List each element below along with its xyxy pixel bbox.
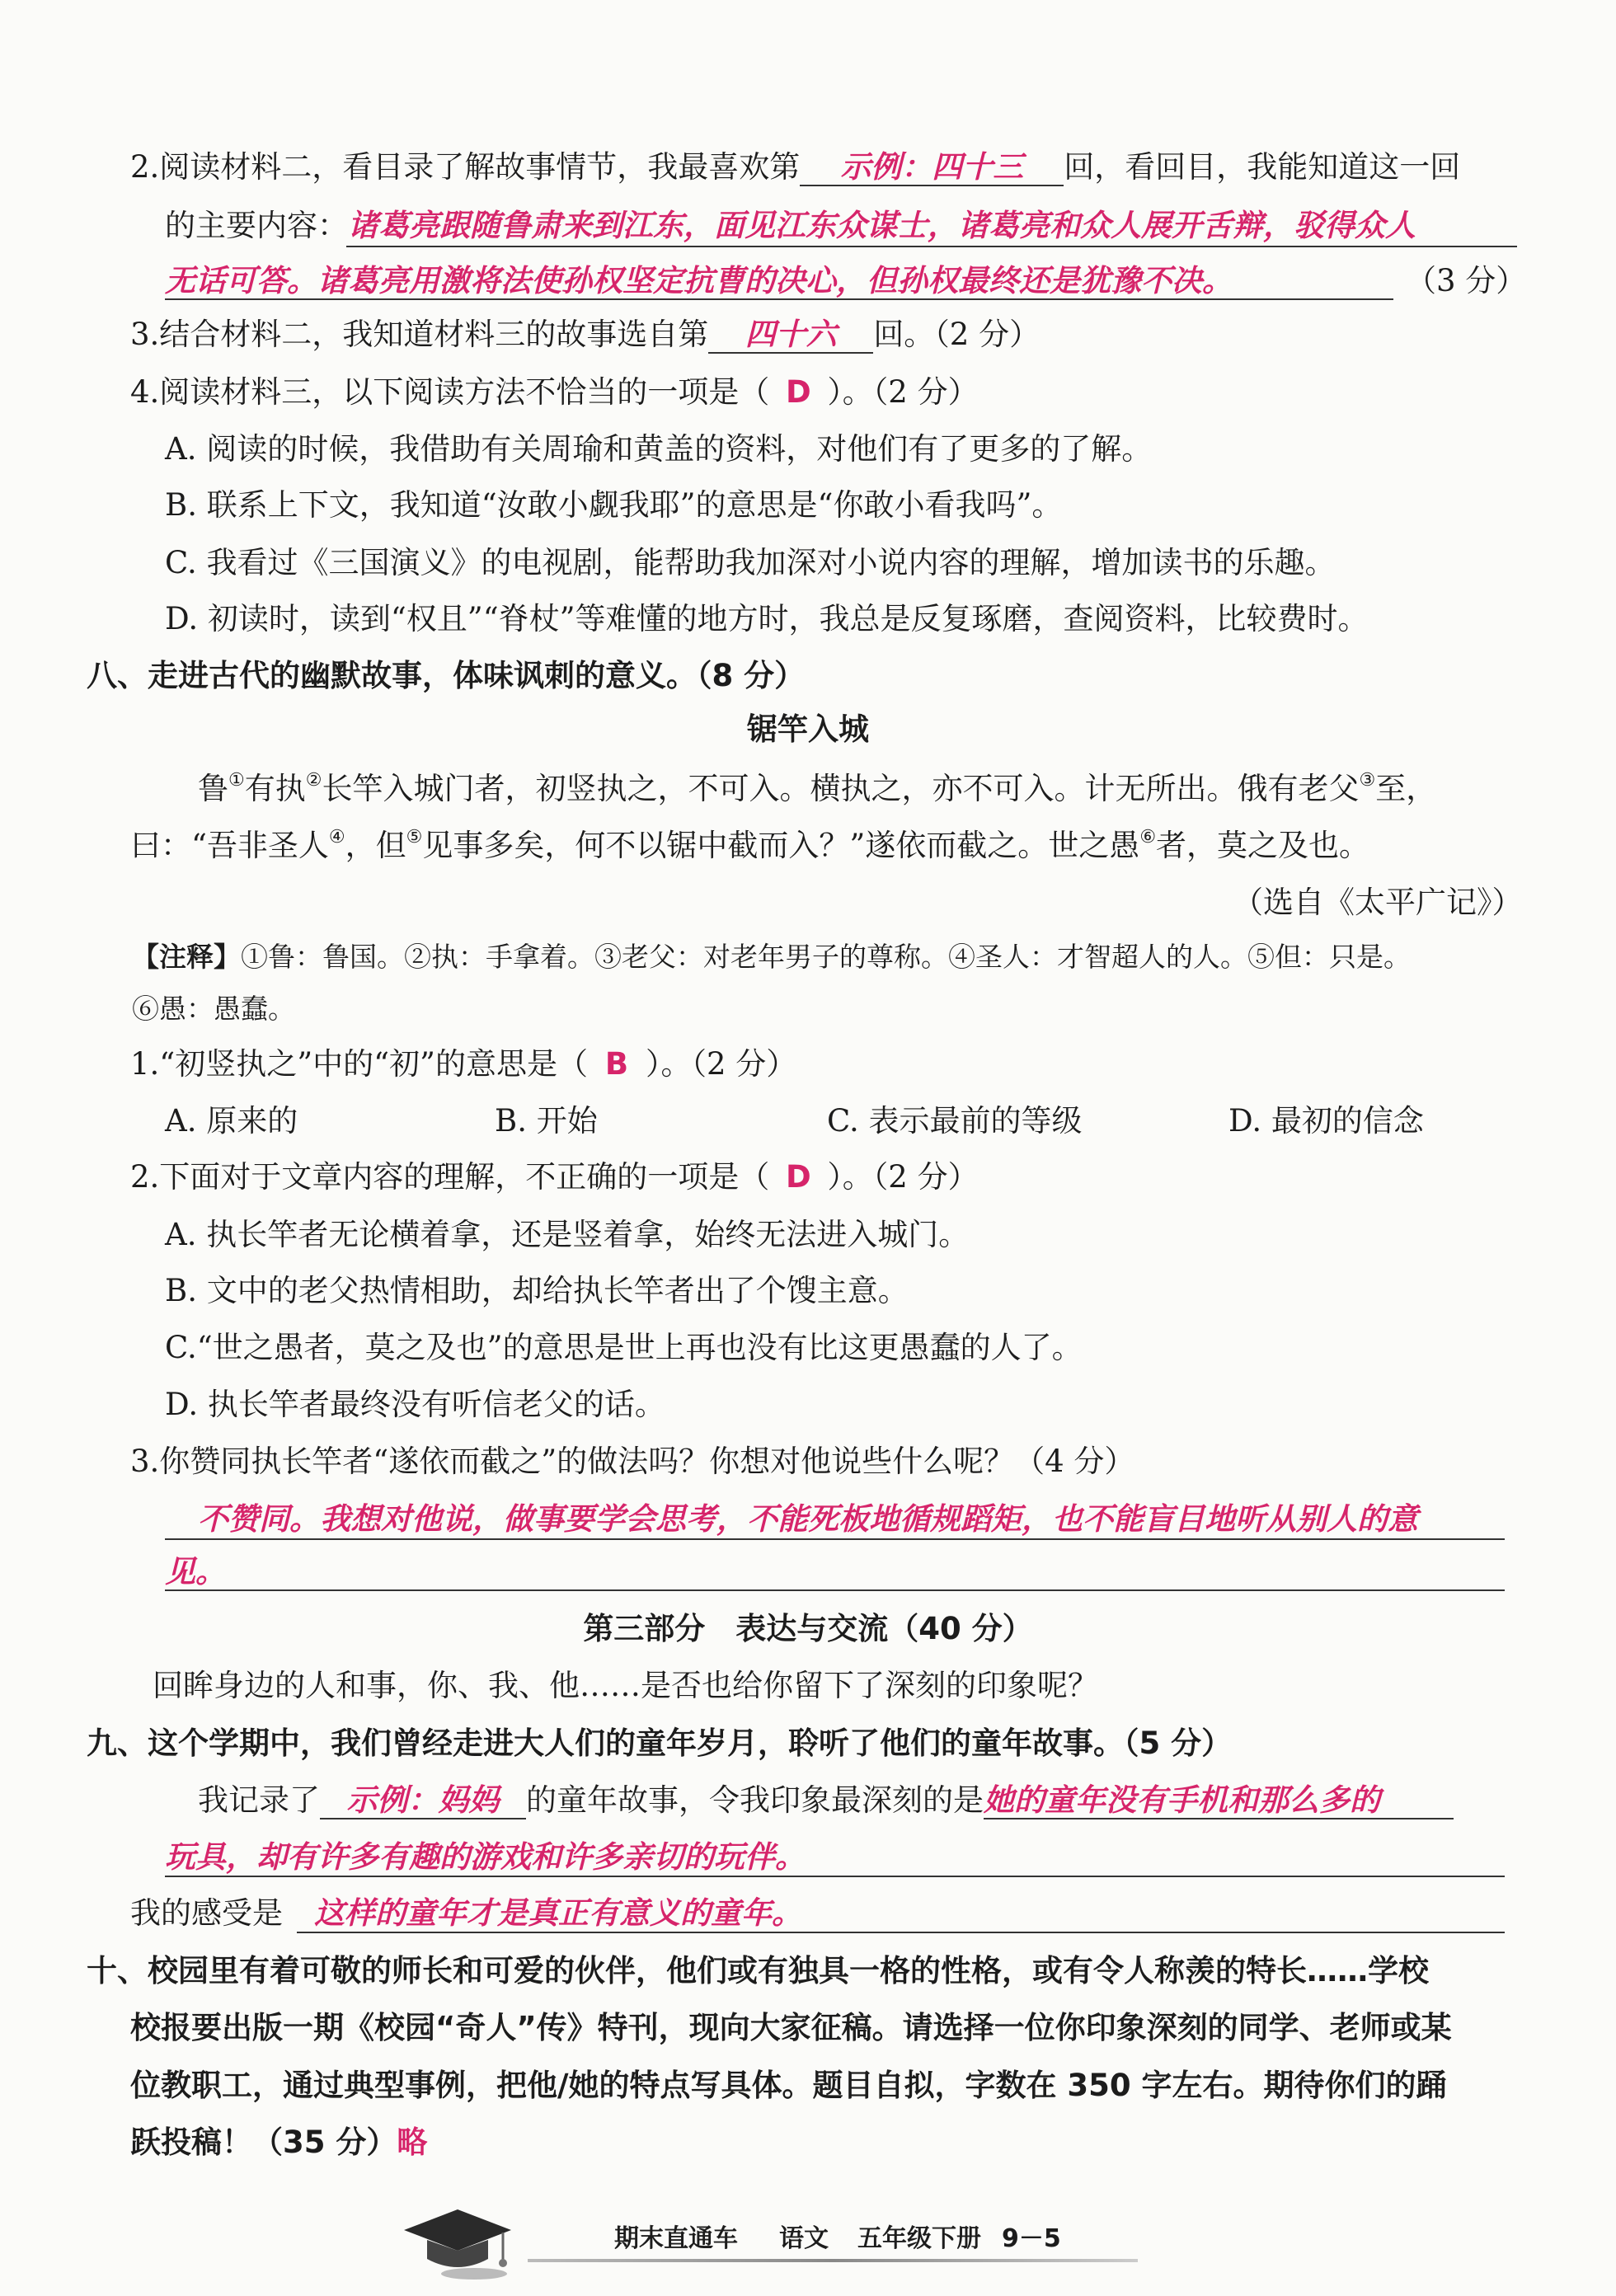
option-b: B. 文中的老父热情相助，却给执长竿者出了个馊主意。 xyxy=(165,1273,909,1308)
q9-line2 xyxy=(165,1838,806,1876)
answer: 示例：妈妈 xyxy=(346,1782,500,1818)
answer: 她的童年没有手机和那么多的 xyxy=(984,1782,1380,1818)
answer-underline xyxy=(165,1538,1505,1540)
story-para1: 鲁①有执②长竿入城门者，初竖执之，不可入。横执之，亦不可入。计无所出。俄有老父③至， xyxy=(198,770,1437,806)
option-a: A. 原来的 xyxy=(165,1103,298,1139)
q7-2-line1: 2.阅读材料二，看目录了解故事情节，我最喜欢第 示例：四十三 回，看回目，我能知道这一回 xyxy=(130,149,1461,185)
story-para2: 曰：“吾非圣人④，但⑤见事多矣，何不以锯中截而入？”遂依而截之。世之愚⑥者，莫之及也。 xyxy=(130,827,1370,863)
answer: 略 xyxy=(397,2125,428,2160)
q7-2-line2: 的主要内容：诸葛亮跟随鲁肃来到江东，面见江东众谋士，诸葛亮和众人展开舌辩，驳得众人 xyxy=(165,208,1416,243)
part3-title: 第三部分 表达与交流（40 分） xyxy=(583,1611,1033,1646)
answer: 玩具，却有许多有趣的游戏和许多亲切的玩伴。 xyxy=(165,1839,806,1875)
answer: 这样的童年才是真正有意义的童年。 xyxy=(314,1895,802,1931)
answer: 四十六 xyxy=(745,317,837,352)
q7-4: 4.阅读材料三，以下阅读方法不恰当的一项是（ D ）。（2 分） xyxy=(130,373,979,411)
answer: 不赞同。我想对他说，做事要学会思考，不能死板地循规蹈矩，也不能盲目地听从别人的意 xyxy=(198,1501,1418,1537)
answer-underline xyxy=(297,1932,1505,1933)
answer: 见。 xyxy=(165,1554,226,1589)
footer-brand: 期末直通车 xyxy=(614,2224,738,2253)
notes-2: ⑥愚：愚蠢。 xyxy=(132,993,295,1025)
answer: D xyxy=(785,374,811,410)
q10-line3: 位教职工，通过典型事例，把他/她的特点写具体。题目自拟，字数在 350 字左右。期待你们的踊 xyxy=(130,2068,1447,2103)
q7-3: 3.结合材料二，我知道材料三的故事选自第 四十六 回。（2 分） xyxy=(130,317,1041,352)
q8-1: 1.“初竖执之”中的“初”的意思是（ B ）。（2 分） xyxy=(130,1045,796,1083)
option-c: C. 我看过《三国演义》的电视剧，能帮助我加深对小说内容的理解，增加读书的乐趣。 xyxy=(165,545,1336,580)
notes: 【注释】①鲁：鲁国。②执：手拿着。③老父：对老年男子的尊称。④圣人：才智超人的人。⑤但：只是。 xyxy=(132,941,1411,973)
q9-line3: 我的感受是 这样的童年才是真正有意义的童年。 xyxy=(130,1895,802,1931)
q8-3-answer1 xyxy=(198,1500,1418,1538)
option-d: D. 执长竿者最终没有听信老父的话。 xyxy=(165,1387,665,1422)
q8-3: 3.你赞同执长竿者“遂依而截之”的做法吗？你想对他说些什么呢？（4 分） xyxy=(130,1444,1135,1479)
footer-bar xyxy=(528,2259,1138,2262)
footer-subject: 语文 xyxy=(779,2224,829,2253)
part3-intro: 回眸身边的人和事，你、我、他……是否也给你留下了深刻的印象呢？ xyxy=(153,1668,1098,1703)
q8-heading: 八、走进古代的幽默故事，体味讽刺的意义。（8 分） xyxy=(87,658,806,693)
answer: D xyxy=(785,1159,811,1195)
q8-2: 2.下面对于文章内容的理解，不正确的一项是（ D ）。（2 分） xyxy=(130,1158,979,1196)
option-d: D. 最初的信念 xyxy=(1228,1103,1424,1139)
score: （3 分） xyxy=(1406,263,1527,298)
graduation-cap-icon xyxy=(396,2201,519,2284)
page-number: 9－5 xyxy=(1002,2224,1061,2253)
q7-2-line3 xyxy=(165,262,1233,300)
option-b: B. 开始 xyxy=(495,1103,598,1139)
story-source: （选自《太平广记》） xyxy=(1233,885,1523,920)
story-title: 锯竿入城 xyxy=(747,711,869,747)
option-d: D. 初读时，读到“权且”“脊杖”等难懂的地方时，我总是反复琢磨，查阅资料，比较费时。 xyxy=(165,601,1369,636)
footer-grade: 五年级下册 xyxy=(857,2224,981,2253)
answer-underline xyxy=(165,298,1393,300)
answer: 诸葛亮跟随鲁肃来到江东，面见江东众谋士，诸葛亮和众人展开舌辩，驳得众人 xyxy=(348,208,1416,243)
q8-3-answer2 xyxy=(165,1553,226,1591)
option-b: B. 联系上下文，我知道“汝敢小觑我耶”的意思是“你敢小看我吗”。 xyxy=(165,487,1063,523)
q10-line2: 校报要出版一期《校园“奇人”传》特刊，现向大家征稿。请选择一位你印象深刻的同学、老师或某 xyxy=(130,2010,1452,2045)
answer: 无话可答。诸葛亮用激将法使孙权坚定抗曹的决心，但孙权最终还是犹豫不决。 xyxy=(165,263,1233,298)
q9-line1: 我记录了 示例：妈妈 的童年故事，令我印象最深刻的是她的童年没有手机和那么多的 xyxy=(198,1782,1454,1819)
answer: 示例：四十三 xyxy=(840,149,1024,185)
answer-underline xyxy=(165,1876,1505,1877)
q9-heading: 九、这个学期中，我们曾经走进大人们的童年岁月，聆听了他们的童年故事。（5 分） xyxy=(87,1726,1233,1761)
q10-line4: 跃投稿！（35 分）略 xyxy=(130,2125,428,2160)
answer-underline xyxy=(165,1589,1505,1591)
option-c: C. 表示最前的等级 xyxy=(827,1103,1083,1139)
q10-line1: 十、校园里有着可敬的师长和可爱的伙伴，他们或有独具一格的性格，或有令人称羡的特长……学校 xyxy=(87,1953,1429,1988)
answer-underline xyxy=(346,246,1517,247)
option-a: A. 阅读的时候，我借助有关周瑜和黄盖的资料，对他们有了更多的了解。 xyxy=(165,431,1153,467)
answer: B xyxy=(604,1046,629,1082)
option-a: A. 执长竿者无论横着拿，还是竖着拿，始终无法进入城门。 xyxy=(165,1217,970,1252)
option-c: C.“世之愚者，莫之及也”的意思是世上再也没有比这更愚蠢的人了。 xyxy=(165,1330,1083,1365)
